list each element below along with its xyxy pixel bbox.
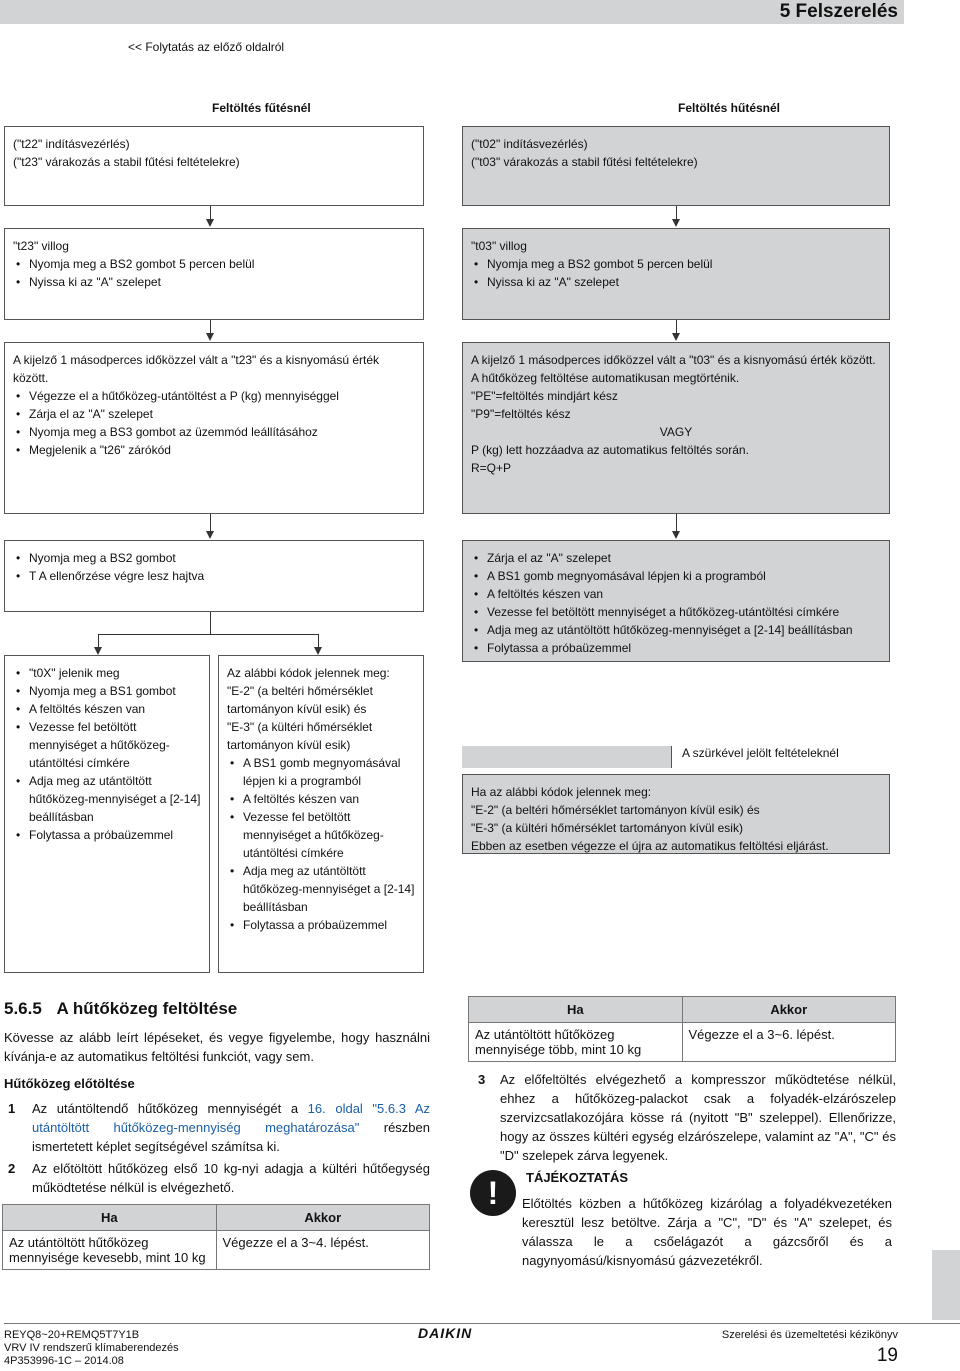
list-item: • Nyomja meg a BS2 gombot 5 percen belül: [13, 255, 415, 273]
page-title: 5 Felszerelés: [779, 1, 898, 22]
step-1-post: részben ismertetett képlet segítségével számítsa ki.: [32, 1120, 430, 1154]
brand-logo: DAIKIN: [418, 1325, 473, 1341]
list-item: • "t0X" jelenik meg: [13, 664, 201, 682]
flow-box-cooling-blink: [462, 228, 890, 320]
flow-arrowhead: [672, 333, 680, 341]
list-item: • Vezesse fel betöltött mennyiséget a hűtőközeg-utántöltési címkére: [227, 808, 415, 862]
box-line: "E-3" (a kültéri hőmérséklet tartományon kívül esik): [227, 720, 373, 752]
section-number: 5.6.5: [4, 999, 42, 1018]
info-icon: !: [470, 1170, 516, 1216]
box-line: "PE"=feltöltés mindjárt kész: [471, 389, 618, 403]
box-line: ("t22" indításvezérlés): [13, 137, 130, 151]
side-tab: [932, 1250, 960, 1320]
continued-note: << Folytatás az előző oldalról: [128, 40, 285, 54]
list-item: • Adja meg az utántöltött hűtőközeg-mennyiséget a [2-14] beállításban: [13, 772, 201, 826]
table-header: Ha: [3, 1205, 217, 1231]
list-item: • Nyomja meg a BS2 gombot: [13, 549, 415, 567]
box-line: "E-2" (a beltéri hőmérséklet tartományon kívül esik) és: [471, 803, 760, 817]
legend-swatch: [462, 746, 672, 768]
flow-arrow: [676, 320, 677, 334]
flow-arrow: [210, 320, 211, 334]
box-line: "P9"=feltöltés kész: [471, 407, 571, 421]
flow-arrow: [210, 206, 211, 220]
col-title-cooling: Feltöltés hűtésnél: [678, 101, 781, 115]
step-3-num: 3: [478, 1072, 486, 1087]
section-title: A hűtőközeg feltöltése: [56, 999, 238, 1018]
list-item: • A feltöltés készen van: [13, 700, 201, 718]
box-line: ("t03" várakozás a stabil fűtési feltételekre): [471, 155, 698, 169]
list-item: • Nyissa ki az "A" szelepet: [471, 273, 881, 291]
table-cell: Végezze el a 3~6. lépést.: [682, 1023, 896, 1062]
section-intro: Kövesse az alább leírt lépéseket, és vegye figyelembe, hogy használni kívánja-e az automatikus feltöltési funkciót, vagy sem.: [4, 1030, 430, 1064]
list-item: • Folytassa a próbaüzemmel: [227, 916, 415, 934]
col-title-heating: Feltöltés fűtésnél: [212, 101, 311, 115]
footer-model: REYQ8~20+REMQ5T7Y1B: [4, 1329, 140, 1341]
flow-box-heating-blink: [4, 228, 424, 320]
box-line: "t03" villog: [471, 239, 527, 253]
box-line: "E-3" (a kültéri hőmérséklet tartományon kívül esik): [471, 821, 743, 835]
table-header: Akkor: [682, 997, 896, 1023]
footer-doc: 4P353996-1C – 2014.08: [4, 1355, 124, 1367]
list-item: • Végezze el a hűtőközeg-utántöltést a P (kg) mennyiséggel: [13, 387, 415, 405]
list-item: • A BS1 gomb megnyomásával lépjen ki a programból: [227, 754, 415, 790]
box-line: P (kg) lett hozzáadva az automatikus feltöltés során.: [471, 443, 749, 457]
flow-box-heating-check: [4, 540, 424, 612]
list-item: • Nyomja meg a BS2 gombot 5 percen belül: [471, 255, 881, 273]
list-item: • A BS1 gomb megnyomásával lépjen ki a programból: [471, 567, 881, 585]
footer-rule: [4, 1323, 960, 1324]
list-item: • A feltöltés készen van: [227, 790, 415, 808]
flow-arrowhead: [94, 647, 102, 655]
box-line: ("t02" indításvezérlés): [471, 137, 588, 151]
box-line: "E-2" (a beltéri hőmérséklet tartományon kívül esik) és: [227, 684, 373, 716]
list-item: • Vezesse fel betöltött mennyiséget a hűtőközeg-utántöltési címkére: [13, 718, 201, 772]
table-under-10kg: [2, 1204, 430, 1270]
or-label: VAGY: [659, 425, 693, 439]
box-line: ("t23" várakozás a stabil fűtési feltételekre): [13, 155, 240, 169]
flow-box-cooling-finish: [462, 540, 890, 662]
flow-arrow: [676, 206, 677, 220]
flow-arrowhead: [672, 219, 680, 227]
flow-box-cooling-error: [462, 774, 890, 854]
info-title: TÁJÉKOZTATÁS: [526, 1170, 629, 1185]
box-line: "t23" villog: [13, 239, 69, 253]
flow-arrowhead: [206, 333, 214, 341]
table-cell: Az utántöltött hűtőközeg mennyisége több, mint 10 kg: [469, 1023, 683, 1062]
box-line: Ha az alábbi kódok jelennek meg:: [471, 785, 652, 799]
box-line: A kijelző 1 másodperces időközzel vált a "t03" és a kisnyomású érték között.: [471, 353, 876, 367]
step-2: Az előtöltött hűtőközeg első 10 kg-nyi adagja a kültéri hűtőegység működtetése nélkül is elvégezhető.: [32, 1161, 430, 1195]
section-heading: [4, 999, 237, 1019]
flow-arrowhead: [206, 219, 214, 227]
box-line: R=Q+P: [471, 461, 512, 475]
footer-product: VRV IV rendszerű klímaberendezés: [4, 1342, 179, 1354]
flow-box-cooling-start: [462, 126, 890, 206]
box-line: Ebben az esetben végezze el újra az automatikus feltöltési eljárást.: [471, 839, 829, 853]
flow-box-error-finish: [218, 655, 424, 973]
flow-box-heating-start: [4, 126, 424, 206]
flow-box-cooling-charge: [462, 342, 890, 514]
flow-box-heating-charge: [4, 342, 424, 514]
list-item: • Vezesse fel betöltött mennyiséget a hűtőközeg-utántöltési címkére: [471, 603, 881, 621]
flow-arrowhead: [314, 647, 322, 655]
list-item: • Adja meg az utántöltött hűtőközeg-mennyiséget a [2-14] beállításban: [471, 621, 881, 639]
page-number: 19: [876, 1345, 898, 1366]
table-over-10kg: [468, 996, 896, 1062]
list-item: • Nyomja meg a BS3 gombot az üzemmód leállításához: [13, 423, 415, 441]
header-tab: [904, 0, 960, 24]
flow-arrow: [318, 634, 319, 648]
step-3: Az előfeltöltés elvégezhető a kompresszor működtetése nélkül, ehhez a hűtőközeg-palackot csak a folyadék-elzárószelep szervizcsatlakozójára kösse rá (nyitott "B" szeleppel). Ellenőrizze, hogy az összes kültéri egység elzárószelepe, valamint az "A", "C" és "D" szelepek zárva legyenek.: [500, 1072, 896, 1163]
list-item: • A feltöltés készen van: [471, 585, 881, 603]
flow-arrowhead: [672, 531, 680, 539]
flow-arrow: [210, 514, 211, 532]
list-item: • Nyomja meg a BS1 gombot: [13, 682, 201, 700]
step-1-link[interactable]: 16. oldal "5.6.3 Az utántöltött hűtőközeg-mennyiség meghatározása": [32, 1101, 430, 1135]
list-item: • Folytassa a próbaüzemmel: [13, 826, 201, 844]
step-1-pre: Az utántöltendő hűtőközeg mennyiségét a: [32, 1101, 308, 1116]
list-item: • Adja meg az utántöltött hűtőközeg-mennyiséget a [2-14] beállításban: [227, 862, 415, 916]
flow-arrowhead: [206, 531, 214, 539]
table-cell: Az utántöltött hűtőközeg mennyisége kevesebb, mint 10 kg: [3, 1231, 217, 1270]
box-line: A kijelző 1 másodperces időközzel vált a "t23" és a kisnyomású érték között.: [13, 353, 380, 385]
legend-text: A szürkével jelölt feltételeknél: [682, 746, 839, 760]
box-line: A hűtőközeg feltöltése automatikusan megtörténik.: [471, 371, 740, 385]
step-1-num: 1: [8, 1101, 16, 1116]
flow-box-normal-finish: [4, 655, 210, 973]
subhead: Hűtőközeg előtöltése: [4, 1076, 135, 1091]
list-item: • Nyissa ki az "A" szelepet: [13, 273, 415, 291]
table-header: Akkor: [216, 1205, 430, 1231]
flow-arrow: [676, 514, 677, 532]
list-item: • T A ellenőrzése végre lesz hajtva: [13, 567, 415, 585]
step-1: [32, 1099, 430, 1156]
flow-arrow: [210, 612, 211, 634]
list-item: • Zárja el az "A" szelepet: [13, 405, 415, 423]
footer-manual: Szerelési és üzemeltetési kézikönyv: [721, 1329, 898, 1341]
flow-arrow: [98, 634, 99, 648]
list-item: • Folytassa a próbaüzemmel: [471, 639, 881, 657]
step-2-num: 2: [8, 1161, 16, 1176]
list-item: • Megjelenik a "t26" zárókód: [13, 441, 415, 459]
info-text: Előtöltés közben a hűtőközeg kizárólag a folyadékvezetéken keresztül lesz betöltve. Zárja a "C", "D" és "A" szelepet, és válassza le a csőelágazót a gázcsőről és a nagynyomású/kisnyomású gázvezetékről.: [522, 1196, 892, 1268]
flow-branch: [98, 634, 318, 635]
table-header: Ha: [469, 997, 683, 1023]
box-line: Az alábbi kódok jelennek meg:: [227, 666, 390, 680]
list-item: • Zárja el az "A" szelepet: [471, 549, 881, 567]
table-cell: Végezze el a 3~4. lépést.: [216, 1231, 430, 1270]
